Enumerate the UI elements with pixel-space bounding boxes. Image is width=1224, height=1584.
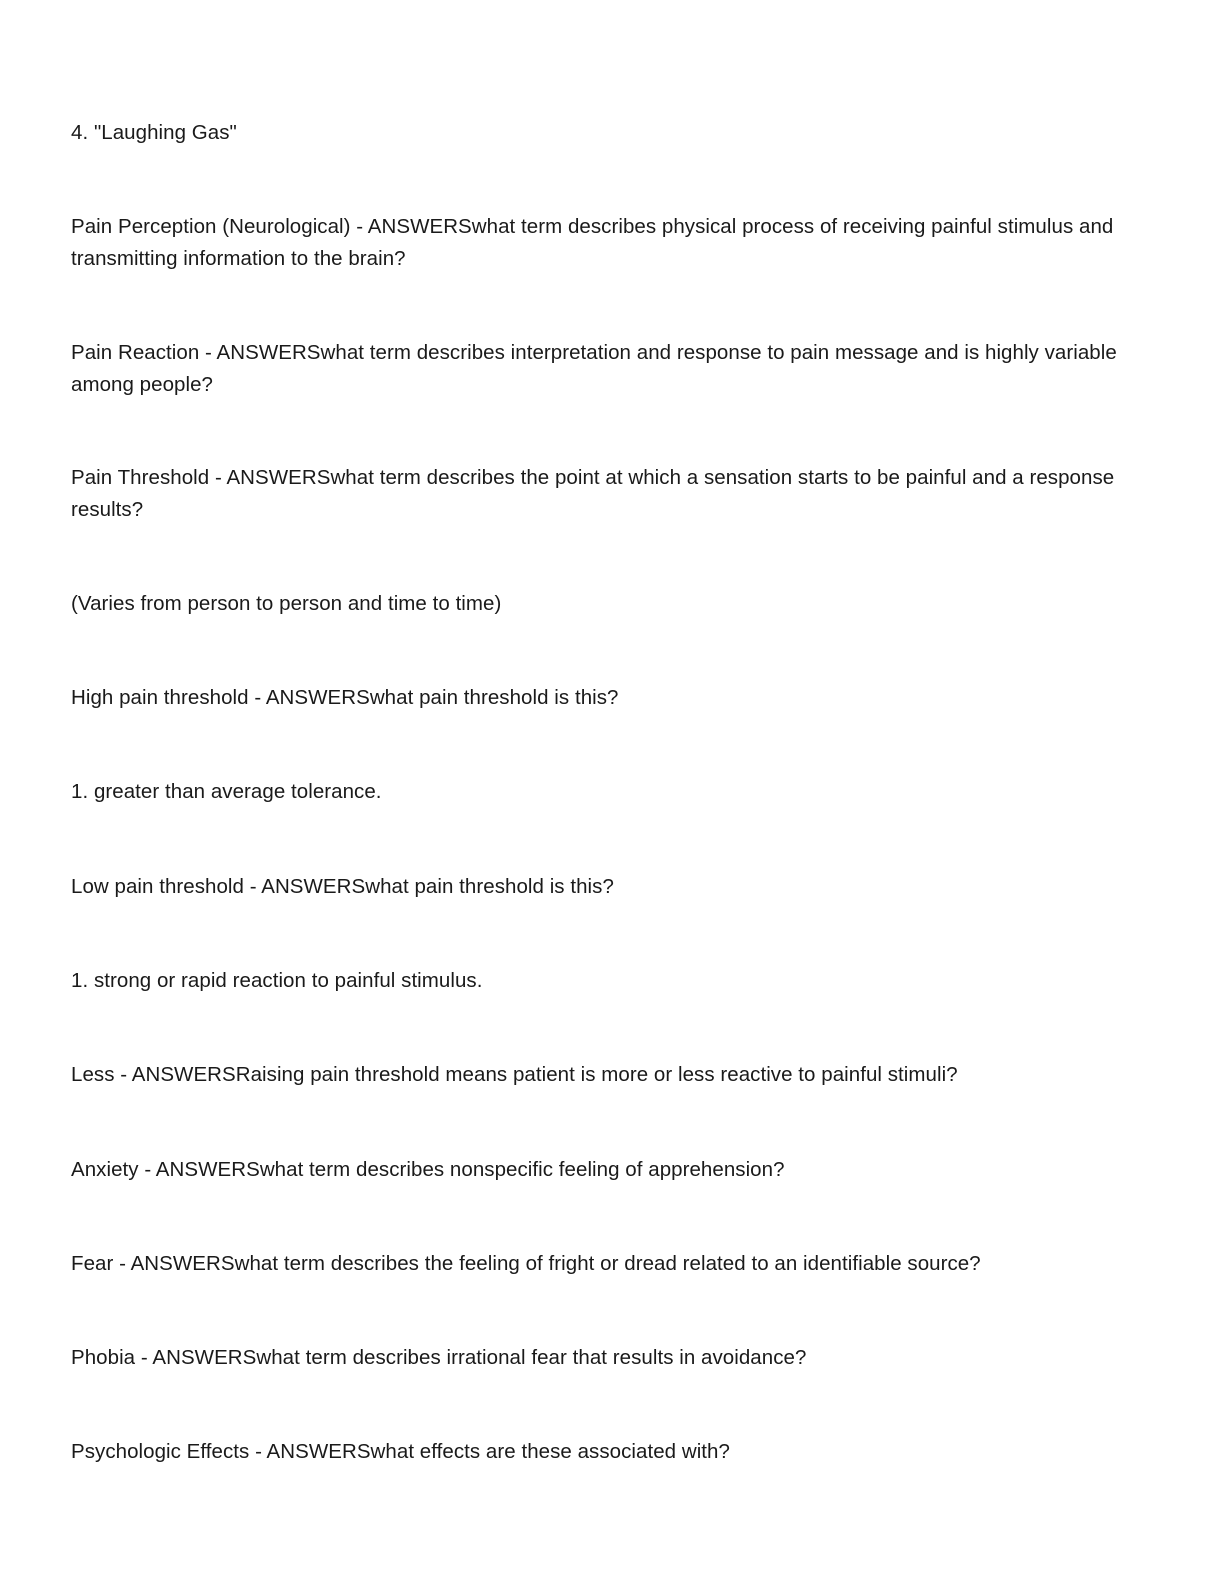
qa-low-pain-threshold: Low pain threshold - ANSWERSwhat pain threshold is this? xyxy=(71,875,614,898)
qa-pain-reaction: Pain Reaction - ANSWERSwhat term describes interpretation and response to pain message and is highly variable among people? xyxy=(71,341,1117,396)
list-item-greater-tolerance: 1. greater than average tolerance. xyxy=(71,780,382,803)
qa-anxiety: Anxiety - ANSWERSwhat term describes nonspecific feeling of apprehension? xyxy=(71,1158,785,1181)
list-item-laughing-gas: 4. "Laughing Gas" xyxy=(71,121,237,144)
list-item-strong-reaction: 1. strong or rapid reaction to painful stimulus. xyxy=(71,969,483,992)
note-varies: (Varies from person to person and time to time) xyxy=(71,592,502,615)
qa-pain-perception: Pain Perception (Neurological) - ANSWERSwhat term describes physical process of receiving painful stimulus and transmitting information to the brain? xyxy=(71,215,1114,270)
qa-pain-threshold: Pain Threshold - ANSWERSwhat term describes the point at which a sensation starts to be painful and a response results? xyxy=(71,466,1115,521)
qa-high-pain-threshold: High pain threshold - ANSWERSwhat pain threshold is this? xyxy=(71,686,619,709)
qa-less: Less - ANSWERSRaising pain threshold means patient is more or less reactive to painful stimuli? xyxy=(71,1063,958,1086)
qa-phobia: Phobia - ANSWERSwhat term describes irrational fear that results in avoidance? xyxy=(71,1346,807,1369)
qa-psychologic-effects: Psychologic Effects - ANSWERSwhat effects are these associated with? xyxy=(71,1440,730,1463)
qa-fear: Fear - ANSWERSwhat term describes the feeling of fright or dread related to an identifiable source? xyxy=(71,1252,981,1275)
